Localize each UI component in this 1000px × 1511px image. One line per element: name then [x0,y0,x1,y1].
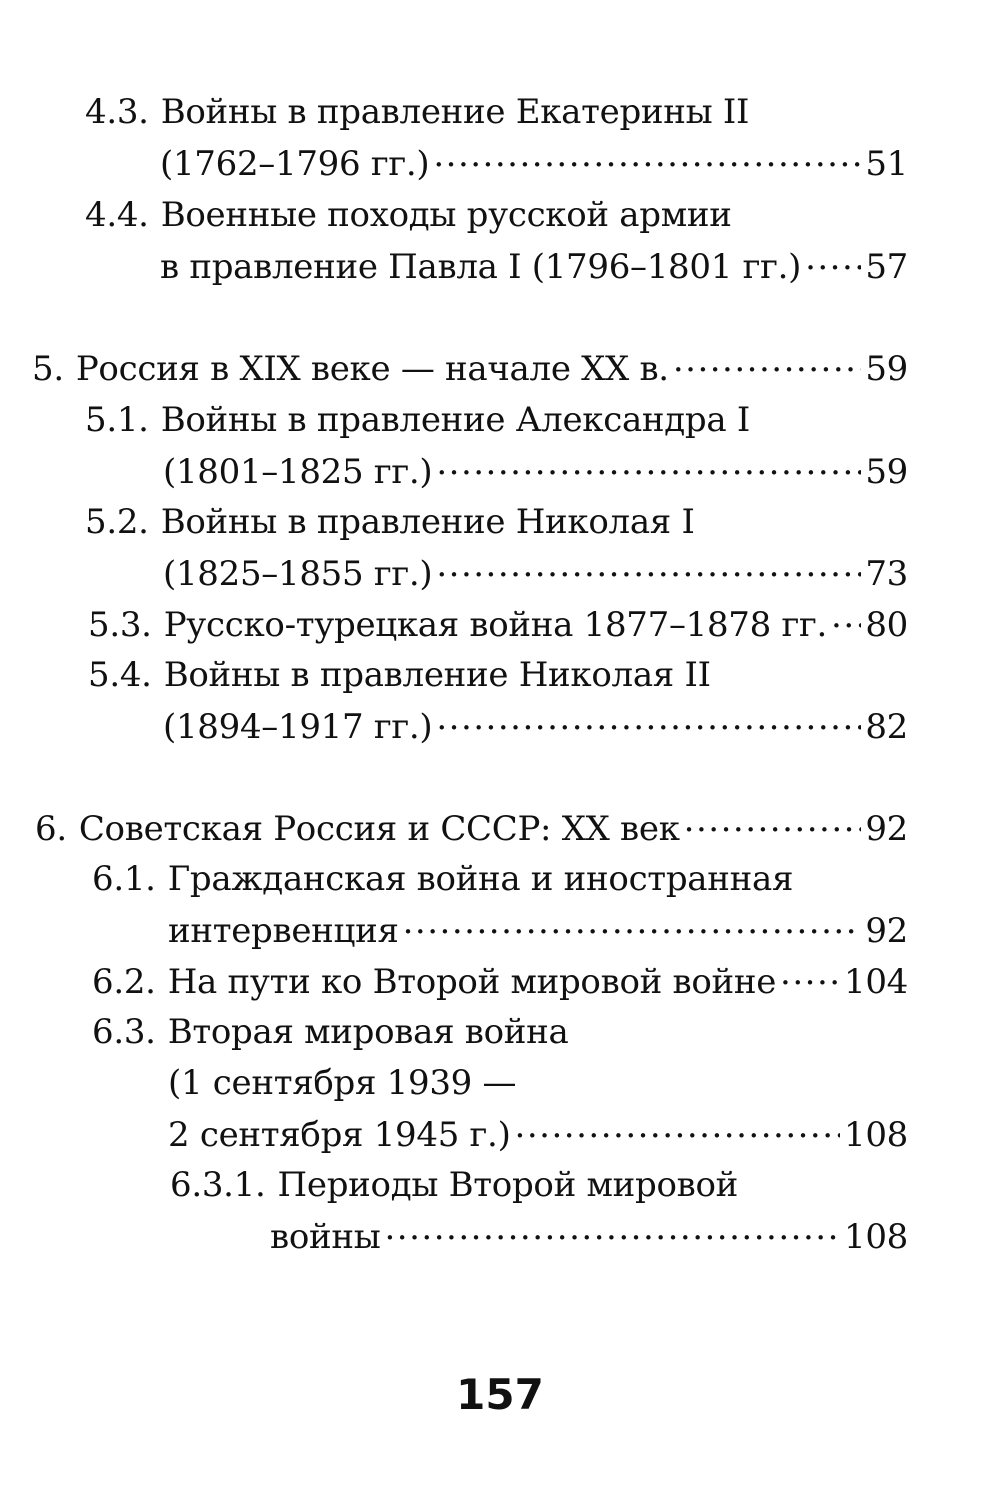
toc-entry-title: Советская Россия и СССР: XX век [78,809,680,849]
toc-entry-title: Гражданская война и иностранная [167,859,794,899]
toc-entry-page: 108 [844,1217,908,1257]
dot-leader [436,553,861,585]
toc-entry-title-cont: (1894–1917 гг.) [163,707,433,747]
toc-entry-5-4-line2 [163,706,908,747]
toc-entry-page: 108 [844,1115,908,1155]
toc-entry-page: 51 [865,144,908,184]
toc-entry-number: 6. [35,809,67,849]
toc-entry-page: 73 [865,554,908,594]
toc-entry-5 [32,348,908,389]
toc-entry-title: Периоды Второй мировой [277,1165,738,1205]
dot-leader [805,246,861,278]
toc-entry-title: На пути ко Второй мировой войне [167,962,777,1002]
dot-leader [403,910,862,942]
toc-entry-title-cont: интервенция [168,911,399,951]
toc-entry-4-4-line1 [85,195,732,235]
toc-entry-title-cont: (1801–1825 гг.) [163,452,433,492]
toc-entry-number: 5.3. [88,605,152,645]
toc-entry-6-3-line1 [92,1012,568,1052]
dot-leader [673,348,862,380]
toc-entry-title-cont: (1 сентября 1939 — [168,1063,517,1103]
toc-entry-6-3-line2 [168,1063,516,1103]
toc-entry-6-3-1-line1 [170,1165,738,1205]
toc-entry-page: 57 [865,247,908,287]
toc-entry-title: Войны в правление Александра I [160,400,750,440]
toc-entry-title: Вторая мировая война [167,1012,569,1052]
toc-entry-number: 6.1. [92,859,156,899]
toc-entry-page: 59 [865,452,908,492]
toc-entry-number: 5.2. [85,502,149,542]
toc-entry-5-1-line2 [163,451,908,492]
toc-entry-page: 92 [865,911,908,951]
toc-entry-title-cont: 2 сентября 1945 г.) [168,1115,511,1155]
toc-entry-6-3-1-line2 [270,1216,908,1257]
toc-entry-number: 6.3. [92,1012,156,1052]
toc-entry-6-1-line2 [168,910,908,951]
toc-entry-6 [35,808,908,849]
dot-leader [436,706,861,738]
toc-entry-title: Войны в правление Екатерины II [160,92,750,132]
toc-entry-title: Войны в правление Николая I [160,502,695,542]
dot-leader [831,604,861,636]
toc-entry-5-2-line1 [85,502,695,542]
toc-entry-5-4-line1 [88,655,711,695]
toc-entry-6-3-line3 [168,1114,908,1155]
toc-entry-6-1-line1 [92,859,793,899]
toc-entry-title: Россия в XIX веке — начале XX в. [75,349,669,389]
toc-entry-number: 6.2. [92,962,156,1002]
toc-entry-5-1-line1 [85,400,750,440]
toc-entry-4-3-line2 [160,143,908,184]
dot-leader [436,451,861,483]
toc-entry-number: 5.4. [88,655,152,695]
toc-entry-title: Русско-турецкая война 1877–1878 гг. [163,605,828,645]
dot-leader [515,1114,840,1146]
dot-leader [433,143,861,175]
toc-entry-title: Войны в правление Николая II [163,655,711,695]
page-number: 157 [456,1370,544,1419]
toc-entry-page: 92 [865,809,908,849]
toc-entry-title-cont: (1762–1796 гг.) [160,144,430,184]
dot-leader [780,961,840,993]
toc-entry-number: 4.3. [85,92,149,132]
toc-entry-number: 5.1. [85,400,149,440]
toc-entry-title: Военные походы русской армии [160,195,732,235]
toc-entry-page: 59 [865,349,908,389]
toc-entry-title-cont: (1825–1855 гг.) [163,554,433,594]
toc-entry-5-2-line2 [163,553,908,594]
dot-leader [684,808,862,840]
toc-entry-title-cont: войны [270,1217,381,1257]
toc-entry-number: 5. [32,349,64,389]
dot-leader [385,1216,841,1248]
toc-entry-page: 82 [865,707,908,747]
toc-entry-4-4-line2 [160,246,908,287]
toc-entry-number: 6.3.1. [170,1165,266,1205]
toc-entry-number: 4.4. [85,195,149,235]
toc-entry-page: 80 [865,605,908,645]
toc-entry-4-3-line1 [85,92,749,132]
toc-entry-page: 104 [844,962,908,1002]
toc-entry-6-2 [92,961,908,1002]
toc-entry-5-3 [88,604,908,645]
toc-entry-title-cont: в правление Павла I (1796–1801 гг.) [160,247,802,287]
